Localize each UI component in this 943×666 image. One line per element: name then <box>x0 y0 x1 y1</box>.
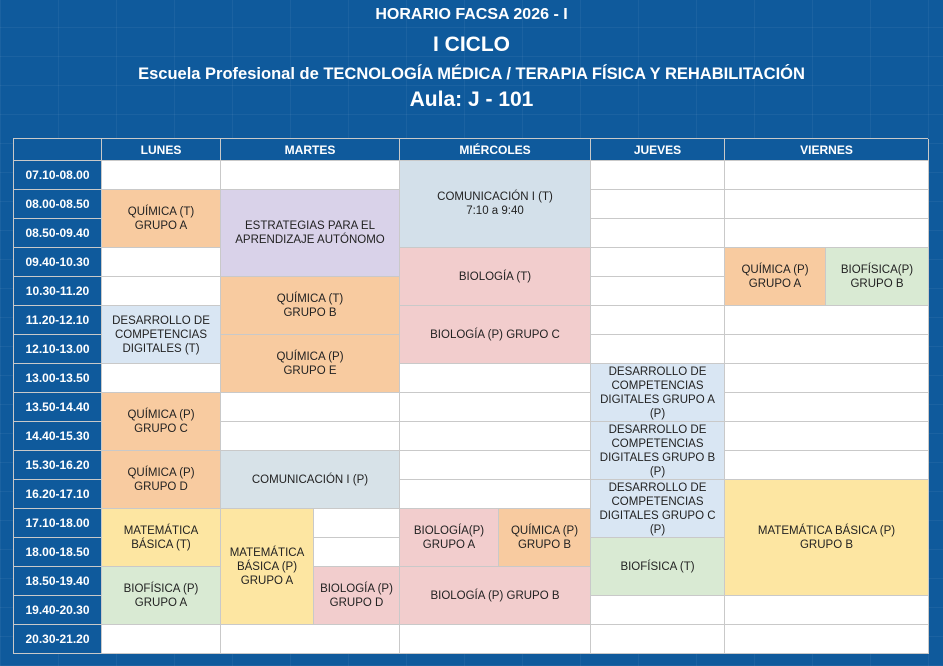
course-block: QUÍMICA (P) GRUPO A <box>725 248 826 306</box>
empty-slot <box>400 451 591 480</box>
course-block: BIOFÍSICA (T) <box>591 538 725 596</box>
course-block: ESTRATEGIAS PARA EL APRENDIZAJE AUTÓNOMO <box>221 190 400 277</box>
empty-slot <box>591 596 725 625</box>
time-slot: 08.00-08.50 <box>14 190 102 219</box>
empty-slot <box>591 248 725 277</box>
empty-slot <box>725 451 929 480</box>
course-block: COMUNICACIÓN I (P) <box>221 451 400 509</box>
empty-slot <box>102 161 221 190</box>
schedule-grid <box>13 138 928 654</box>
course-block: BIOFÍSICA(P) GRUPO B <box>826 248 929 306</box>
course-block: BIOLOGÍA (P) GRUPO D <box>314 567 400 625</box>
empty-slot <box>725 190 929 219</box>
course-block: DESARROLLO DE COMPETENCIAS DIGITALES GRUPO C (P) <box>591 480 725 538</box>
time-slot: 14.40-15.30 <box>14 422 102 451</box>
empty-slot <box>400 480 591 509</box>
empty-slot <box>102 277 221 306</box>
empty-slot <box>725 625 929 654</box>
cycle-title: I CICLO <box>433 33 510 56</box>
time-slot: 08.50-09.40 <box>14 219 102 248</box>
empty-slot <box>725 422 929 451</box>
course-block: MATEMÁTICA BÁSICA (P) GRUPO A <box>221 509 314 625</box>
time-slot: 19.40-20.30 <box>14 596 102 625</box>
course-block: MATEMÁTICA BÁSICA (T) <box>102 509 221 567</box>
time-slot: 18.00-18.50 <box>14 538 102 567</box>
course-block: QUÍMICA (P) GRUPO E <box>221 335 400 393</box>
time-slot: 18.50-19.40 <box>14 567 102 596</box>
course-block: BIOLOGÍA(P) GRUPO A <box>400 509 499 567</box>
time-slot: 13.00-13.50 <box>14 364 102 393</box>
course-block: COMUNICACIÓN I (T) 7:10 a 9:40 <box>400 161 591 248</box>
empty-slot <box>725 335 929 364</box>
empty-slot <box>221 161 400 190</box>
empty-slot <box>221 422 400 451</box>
empty-slot <box>725 596 929 625</box>
time-slot: 15.30-16.20 <box>14 451 102 480</box>
course-block: QUÍMICA (T) GRUPO B <box>221 277 400 335</box>
empty-slot <box>591 219 725 248</box>
course-block: MATEMÁTICA BÁSICA (P) GRUPO B <box>725 480 929 596</box>
empty-slot <box>314 509 400 538</box>
time-slot: 09.40-10.30 <box>14 248 102 277</box>
time-slot: 20.30-21.20 <box>14 625 102 654</box>
classroom-title: Aula: J - 101 <box>409 88 534 111</box>
course-block: BIOLOGÍA (P) GRUPO C <box>400 306 591 364</box>
empty-slot <box>591 277 725 306</box>
time-slot: 11.20-12.10 <box>14 306 102 335</box>
course-block: QUÍMICA (P) GRUPO B <box>499 509 591 567</box>
empty-slot <box>725 219 929 248</box>
day-header-martes: MARTES <box>221 139 400 161</box>
empty-slot <box>221 393 400 422</box>
school-title: Escuela Profesional de TECNOLOGÍA MÉDICA / TERAPIA FÍSICA Y REHABILITACIÓN <box>138 65 805 83</box>
time-slot: 12.10-13.00 <box>14 335 102 364</box>
day-header-viernes: VIERNES <box>725 139 929 161</box>
empty-slot <box>314 538 400 567</box>
empty-slot <box>725 161 929 190</box>
empty-slot <box>591 625 725 654</box>
empty-slot <box>591 306 725 335</box>
time-slot: 07.10-08.00 <box>14 161 102 190</box>
time-slot: 13.50-14.40 <box>14 393 102 422</box>
empty-slot <box>102 625 221 654</box>
empty-slot <box>725 364 929 393</box>
course-block: QUÍMICA (P) GRUPO C <box>102 393 221 451</box>
time-slot: 16.20-17.10 <box>14 480 102 509</box>
empty-slot <box>400 625 591 654</box>
course-block: BIOFÍSICA (P) GRUPO A <box>102 567 221 625</box>
course-block: DESARROLLO DE COMPETENCIAS DIGITALES GRUPO A (P) <box>591 364 725 422</box>
schedule-title: HORARIO FACSA 2026 - I <box>375 6 568 23</box>
empty-slot <box>591 190 725 219</box>
header-corner <box>14 139 102 161</box>
course-block: DESARROLLO DE COMPETENCIAS DIGITALES GRUPO B (P) <box>591 422 725 480</box>
empty-slot <box>102 248 221 277</box>
empty-slot <box>221 625 400 654</box>
empty-slot <box>591 161 725 190</box>
empty-slot <box>725 393 929 422</box>
course-block: BIOLOGÍA (P) GRUPO B <box>400 567 591 625</box>
course-block: QUÍMICA (P) GRUPO D <box>102 451 221 509</box>
empty-slot <box>591 335 725 364</box>
empty-slot <box>400 422 591 451</box>
course-block: DESARROLLO DE COMPETENCIAS DIGITALES (T) <box>102 306 221 364</box>
day-header-jueves: JUEVES <box>591 139 725 161</box>
empty-slot <box>400 393 591 422</box>
day-header-miercoles: MIÉRCOLES <box>400 139 591 161</box>
time-slot: 17.10-18.00 <box>14 509 102 538</box>
empty-slot <box>102 364 221 393</box>
day-header-lunes: LUNES <box>102 139 221 161</box>
time-slot: 10.30-11.20 <box>14 277 102 306</box>
empty-slot <box>400 364 591 393</box>
course-block: QUÍMICA (T) GRUPO A <box>102 190 221 248</box>
empty-slot <box>725 306 929 335</box>
course-block: BIOLOGÍA (T) <box>400 248 591 306</box>
